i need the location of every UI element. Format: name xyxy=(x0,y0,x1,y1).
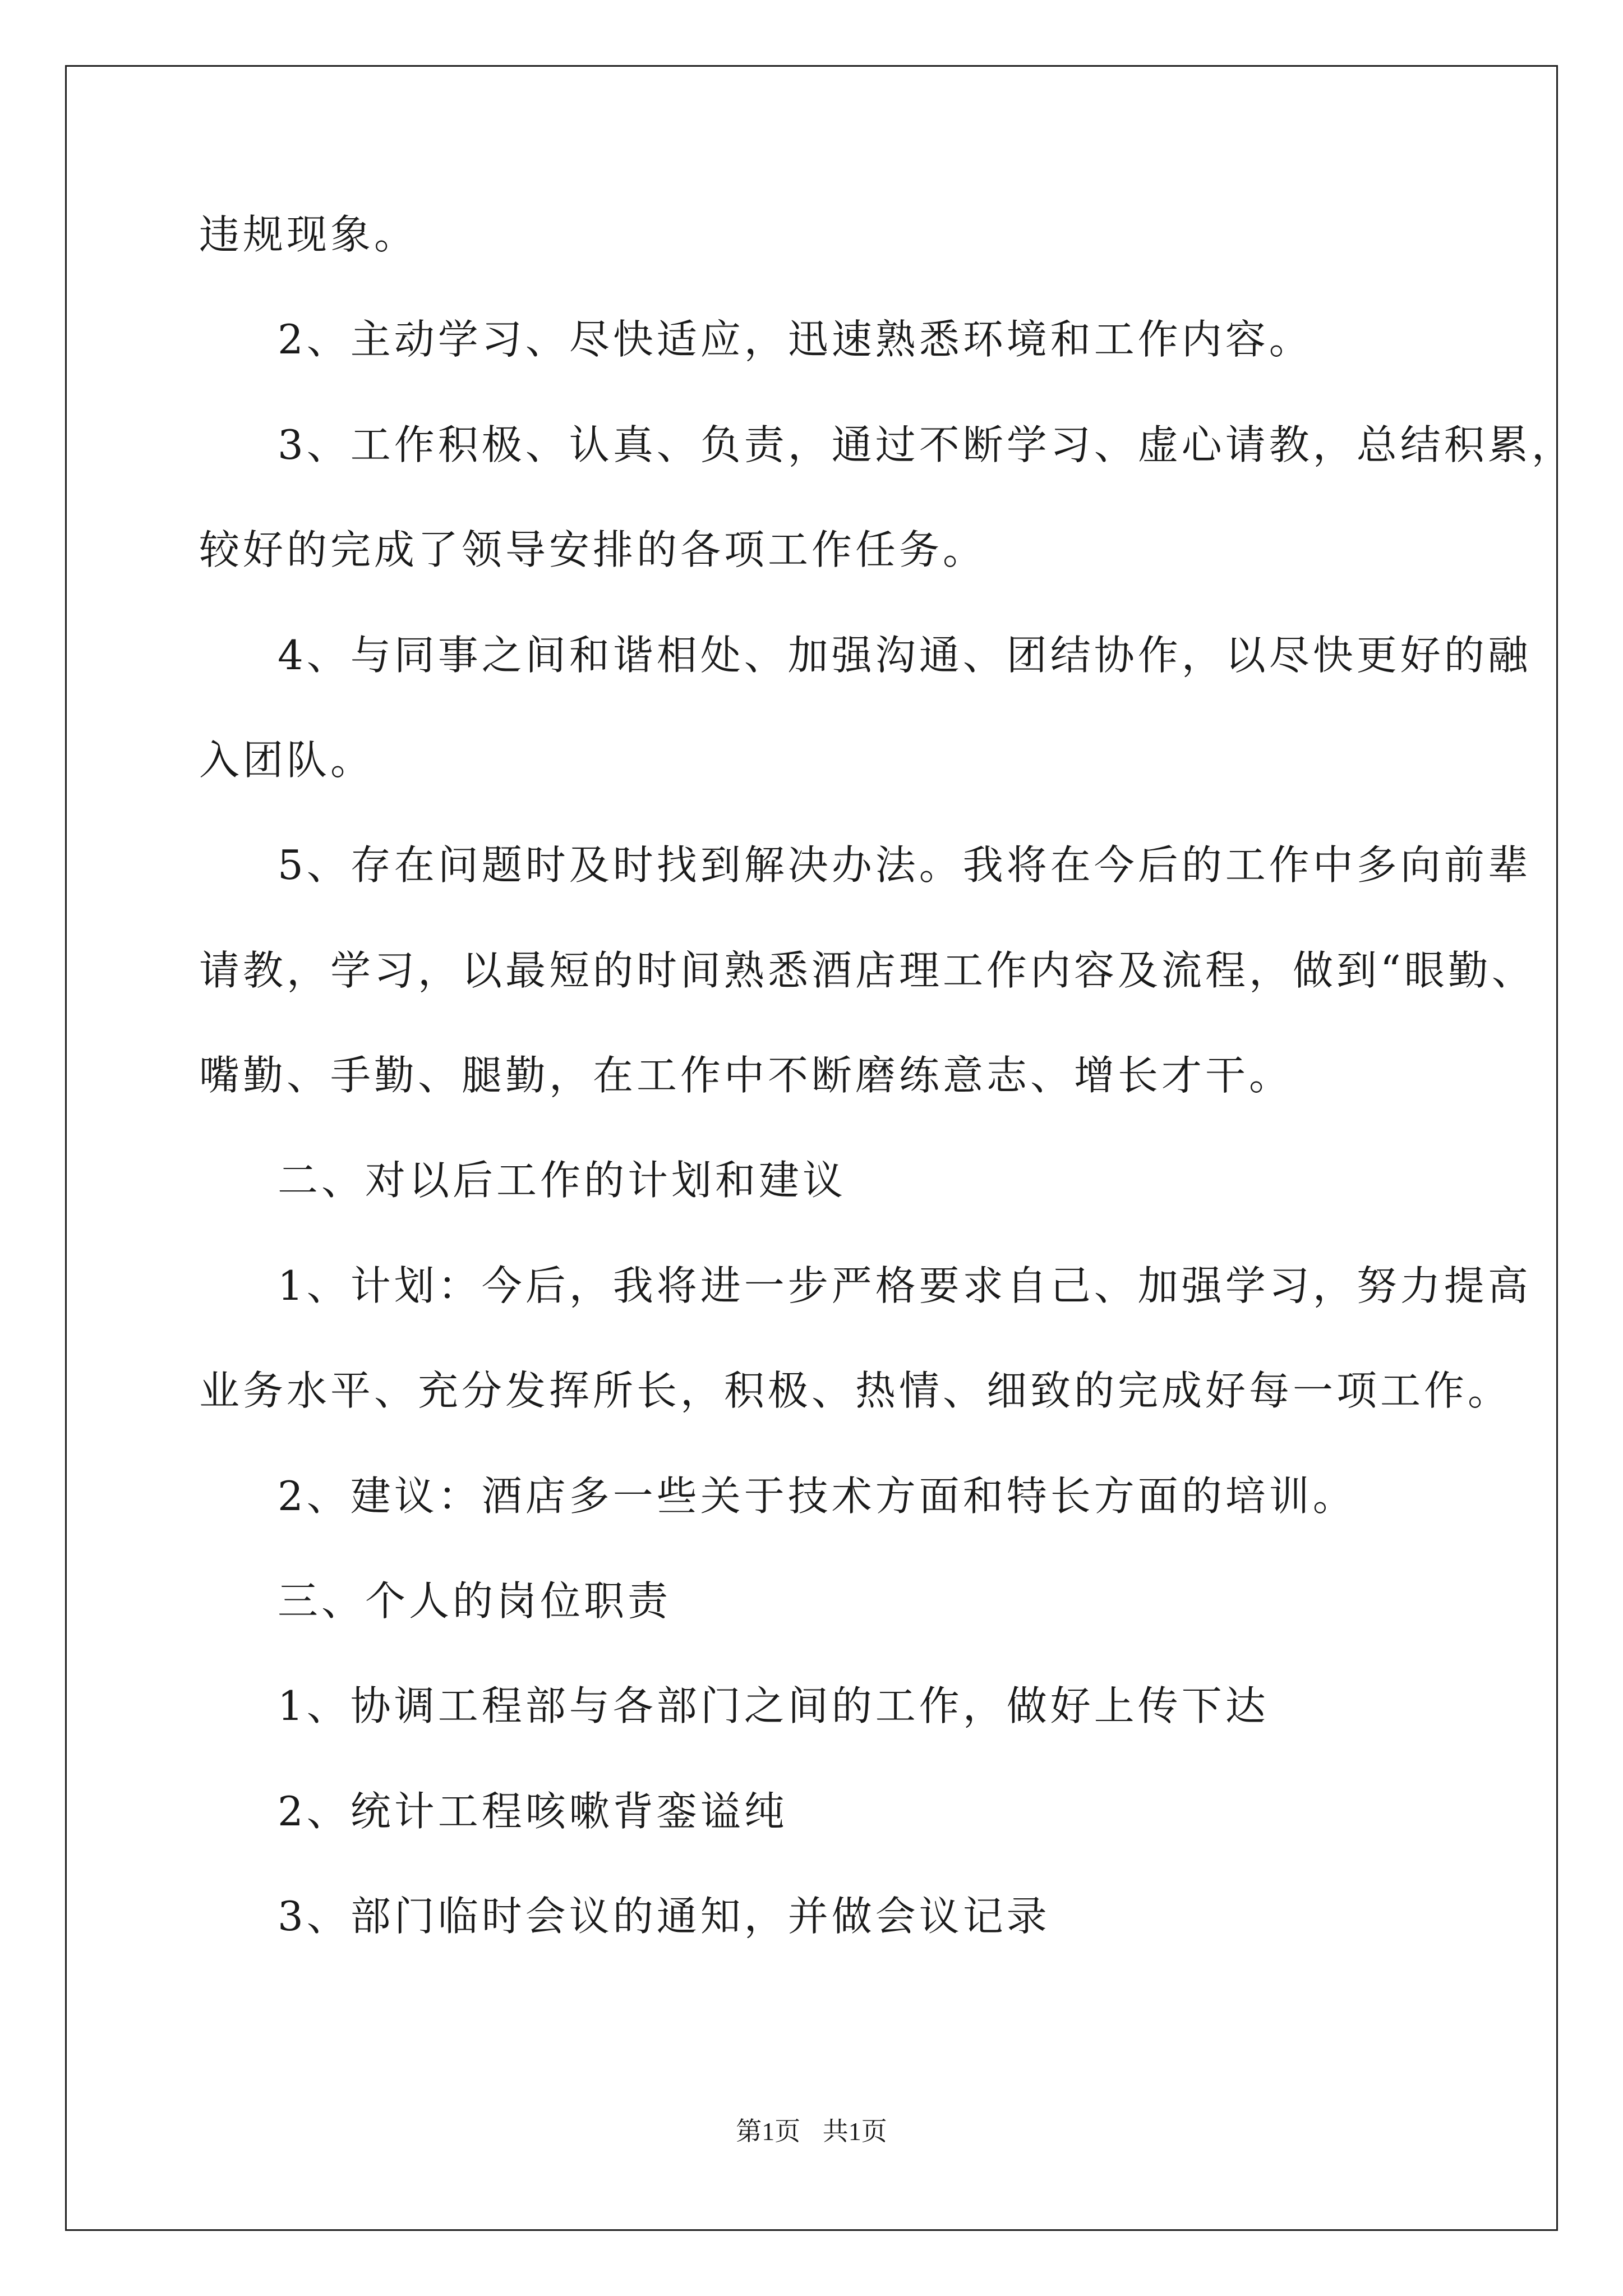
page-footer xyxy=(0,2115,1623,2148)
text-line: 2、建议：酒店多一些关于技术方面和特长方面的培训。 xyxy=(278,1473,1357,1520)
section-heading: 二、对以后工作的计划和建议 xyxy=(278,1157,847,1204)
text-line: 2、主动学习、尽快适应，迅速熟悉环境和工作内容。 xyxy=(278,316,1313,363)
text-line: 5、存在问题时及时找到解决办法。我将在今后的工作中多向前辈 xyxy=(278,841,1532,889)
text-line: 入团队。 xyxy=(199,737,375,784)
text-line: 3、工作积极、认真、负责，通过不断学习、虚心请教，总结积累， xyxy=(278,421,1575,468)
text-line: 2、统计工程咳嗽背銮谥纯 xyxy=(278,1788,788,1835)
text-line: 3、部门临时会议的通知，并做会议记录 xyxy=(278,1893,1050,1940)
section-heading: 三、个人的岗位职责 xyxy=(278,1577,672,1625)
text-line: 违规现象。 xyxy=(199,211,418,258)
text-line: 业务水平、充分发挥所长，积极、热情、细致的完成好每一项工作。 xyxy=(199,1367,1512,1414)
text-line: 1、协调工程部与各部门之间的工作，做好上传下达 xyxy=(278,1682,1269,1729)
text-line: 请教，学习，以最短的时间熟悉酒店理工作内容及流程，做到“眼勤、 xyxy=(199,947,1536,994)
page-number-current: 第1页 xyxy=(736,2117,801,2146)
text-line: 1、计划：今后，我将进一步严格要求自己、加强学习，努力提高 xyxy=(278,1262,1532,1309)
text-line: 4、与同事之间和谐相处、加强沟通、团结协作，以尽快更好的融 xyxy=(278,632,1532,679)
page-number-total: 共1页 xyxy=(822,2117,887,2146)
text-line: 较好的完成了领导安排的各项工作任务。 xyxy=(199,526,987,573)
text-line: 嘴勤、手勤、腿勤，在工作中不断磨练意志、增长才干。 xyxy=(199,1052,1293,1099)
